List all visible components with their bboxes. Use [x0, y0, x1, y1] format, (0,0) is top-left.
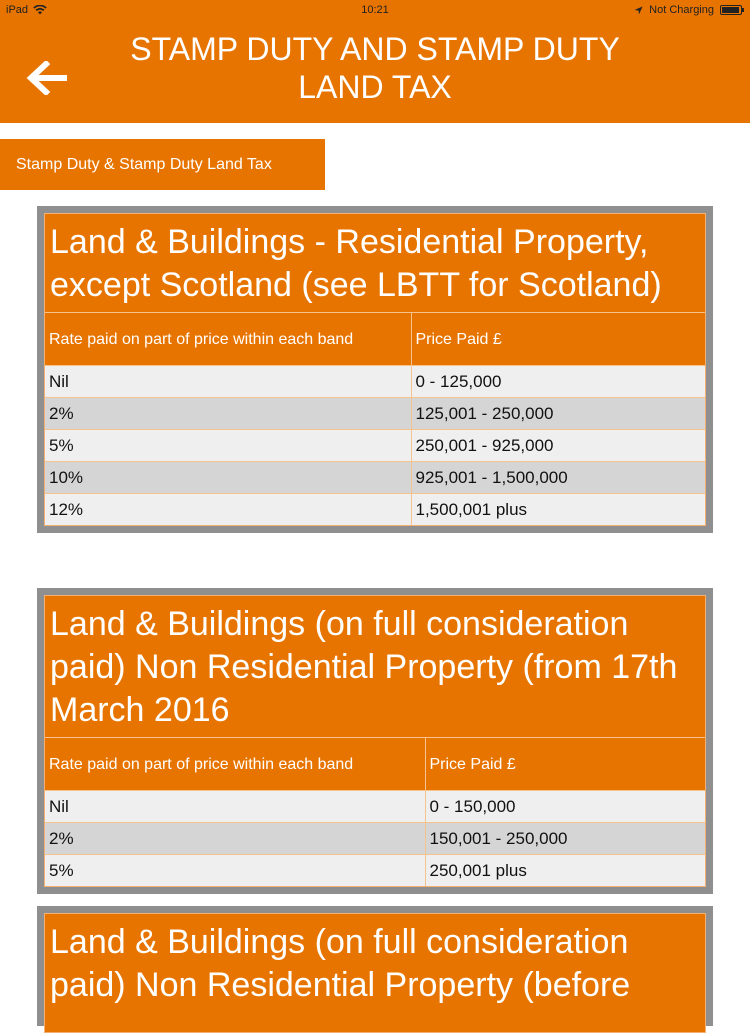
- price-cell: 125,001 - 250,000: [411, 398, 705, 430]
- table-row: [45, 823, 705, 855]
- table-row: [45, 430, 705, 462]
- table-row: [45, 366, 705, 398]
- column-header-price: Price Paid £: [425, 738, 705, 791]
- price-cell: 250,001 plus: [425, 855, 705, 887]
- table-row: [45, 494, 705, 526]
- status-time: 10:21: [361, 4, 389, 16]
- app-header: [0, 22, 750, 123]
- column-header-rate: Rate paid on part of price within each band: [45, 738, 425, 791]
- arrow-left-icon: [26, 61, 70, 95]
- price-cell: 150,001 - 250,000: [425, 823, 705, 855]
- column-header-price: Price Paid £: [411, 313, 705, 366]
- battery-icon: [720, 5, 742, 15]
- rate-cell: Nil: [45, 366, 411, 398]
- page-title: STAMP DUTY AND STAMP DUTY LAND TAX: [130, 31, 620, 105]
- table-row: [45, 462, 705, 494]
- rate-cell: 2%: [45, 823, 425, 855]
- price-cell: 925,001 - 1,500,000: [411, 462, 705, 494]
- rate-cell: 5%: [45, 855, 425, 887]
- tab-stamp-duty[interactable]: [0, 139, 325, 190]
- back-button[interactable]: [24, 58, 72, 98]
- rates-table: [45, 312, 705, 525]
- rates-card-non-residential-2016: [37, 588, 713, 894]
- rate-cell: 5%: [45, 430, 411, 462]
- rate-cell: 10%: [45, 462, 411, 494]
- column-header-rate: Rate paid on part of price within each band: [45, 313, 411, 366]
- status-bar: [0, 0, 750, 22]
- card-title: Land & Buildings (on full consideration paid) Non Residential Property (from 17th March 2016: [50, 605, 678, 729]
- rate-cell: Nil: [45, 791, 425, 823]
- rate-cell: 2%: [45, 398, 411, 430]
- device-label: iPad: [6, 4, 29, 16]
- location-arrow-icon: [634, 6, 643, 15]
- card-title: Land & Buildings (on full consideration paid) Non Residential Property (before: [50, 923, 631, 1004]
- card-title: Land & Buildings - Residential Property, except Scotland (see LBTT for Scotland): [50, 223, 662, 304]
- tab-label: Stamp Duty & Stamp Duty Land Tax: [16, 155, 272, 173]
- price-cell: 0 - 125,000: [411, 366, 705, 398]
- table-row: [45, 791, 705, 823]
- price-cell: 0 - 150,000: [425, 791, 705, 823]
- price-cell: 1,500,001 plus: [411, 494, 705, 526]
- rates-card-residential: [37, 206, 713, 533]
- charging-status: Not Charging: [649, 4, 714, 16]
- rate-cell: 12%: [45, 494, 411, 526]
- price-cell: 250,001 - 925,000: [411, 430, 705, 462]
- table-row: [45, 398, 705, 430]
- table-row: [45, 855, 705, 887]
- rates-table: [45, 737, 705, 886]
- rates-card-non-residential-before: [37, 906, 713, 1026]
